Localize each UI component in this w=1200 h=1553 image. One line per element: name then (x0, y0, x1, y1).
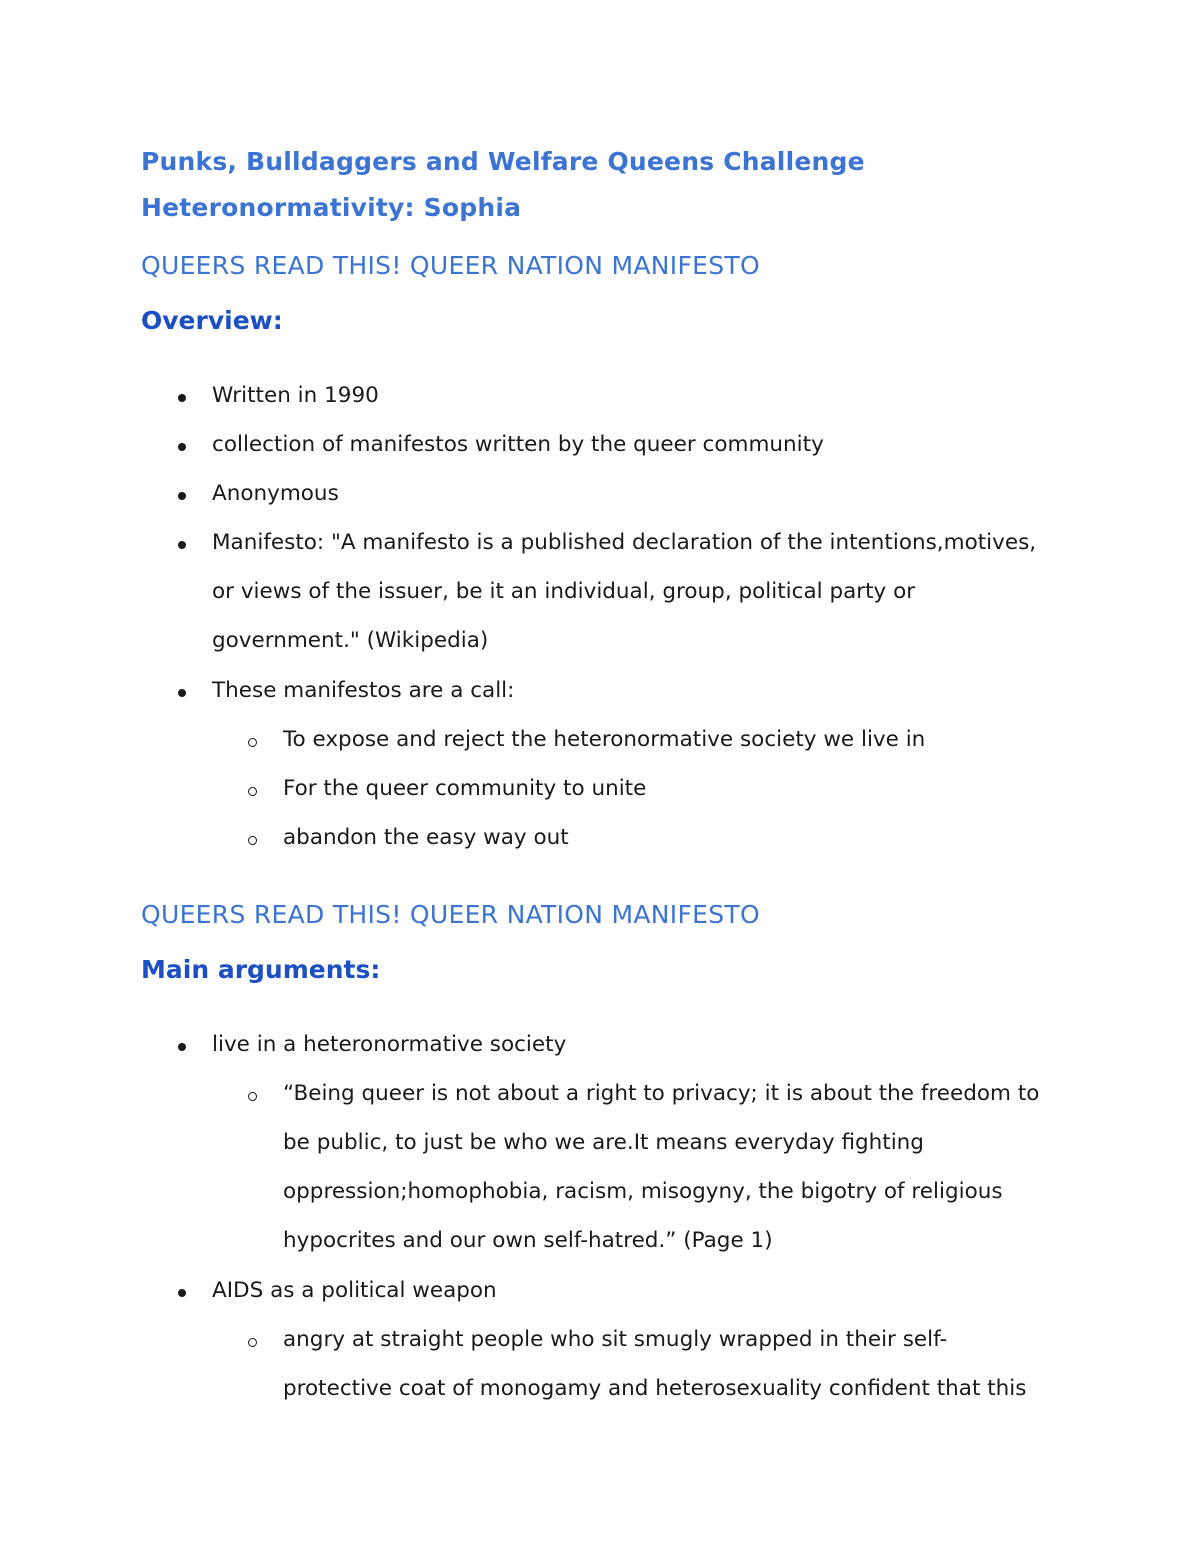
sub-list-item: “Being queer is not about a right to privacy; it is about the freedom to (283, 1081, 1040, 1106)
sub-list-item-continuation: oppression;homophobia, racism, misogyny, the bigotry of religious (283, 1179, 1003, 1204)
section-2-heading: QUEERS READ THIS! QUEER NATION MANIFESTO (141, 900, 760, 929)
sub-list-item: To expose and reject the heteronormative society we live in (283, 727, 926, 752)
list-item-continuation: or views of the issuer, be it an individual, group, political party or (212, 579, 916, 604)
sub-list-item: For the queer community to unite (283, 776, 647, 801)
bullet-dot-icon (178, 394, 186, 402)
bullet-dot-icon (178, 541, 186, 549)
bullet-dot-icon (178, 1289, 186, 1297)
document-title-line-2: Heteronormativity: Sophia (141, 193, 522, 222)
sub-list-item-continuation: protective coat of monogamy and heterosexuality confident that this (283, 1376, 1027, 1401)
list-item: Written in 1990 (212, 383, 379, 408)
list-item: live in a heteronormative society (212, 1032, 567, 1057)
document-title-line-1: Punks, Bulldaggers and Welfare Queens Challenge (141, 147, 865, 176)
bullet-dot-icon (178, 443, 186, 451)
bullet-dot-icon (178, 1043, 186, 1051)
bullet-ring-icon (248, 1338, 257, 1347)
sub-list-item-continuation: be public, to just be who we are.It means everyday fighting (283, 1130, 924, 1155)
list-item: AIDS as a political weapon (212, 1278, 497, 1303)
list-item: Anonymous (212, 481, 339, 506)
section-1-subheading: Overview: (141, 306, 283, 335)
sub-list-item: abandon the easy way out (283, 825, 569, 850)
list-item: Manifesto: "A manifesto is a published declaration of the intentions,motives, (212, 530, 1037, 555)
sub-list-item-continuation: hypocrites and our own self-hatred.” (Page 1) (283, 1228, 773, 1253)
bullet-ring-icon (248, 836, 257, 845)
bullet-ring-icon (248, 738, 257, 747)
bullet-dot-icon (178, 689, 186, 697)
section-2-subheading: Main arguments: (141, 955, 381, 984)
list-item: These manifestos are a call: (212, 678, 515, 703)
list-item-continuation: government." (Wikipedia) (212, 628, 489, 653)
bullet-ring-icon (248, 787, 257, 796)
bullet-dot-icon (178, 492, 186, 500)
bullet-ring-icon (248, 1092, 257, 1101)
sub-list-item: angry at straight people who sit smugly wrapped in their self- (283, 1327, 948, 1352)
section-1-heading: QUEERS READ THIS! QUEER NATION MANIFESTO (141, 251, 760, 280)
list-item: collection of manifestos written by the queer community (212, 432, 824, 457)
